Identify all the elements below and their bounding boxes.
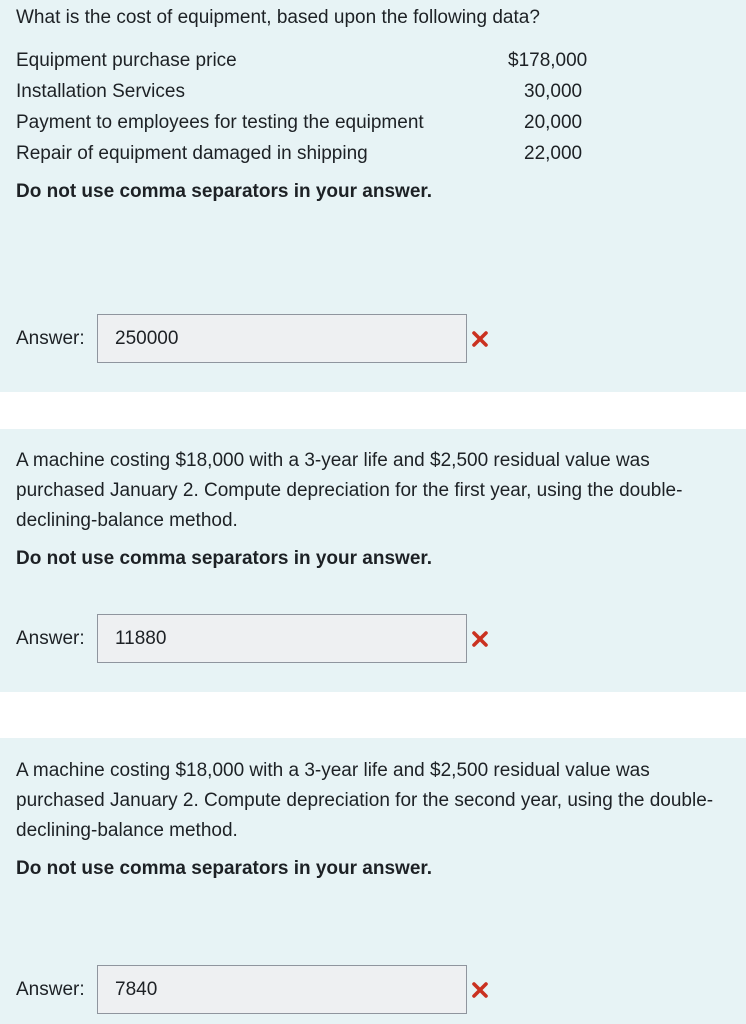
question-2 bbox=[0, 429, 746, 692]
answer-label: Answer: bbox=[16, 327, 85, 349]
table-row bbox=[16, 107, 587, 138]
question-1-answer-input[interactable] bbox=[97, 314, 467, 363]
question-1-instruction: Do not use comma separators in your answer. bbox=[16, 181, 433, 202]
question-2-prompt: A machine costing $18,000 with a 3-year life and $2,500 residual value was purchased January 2. Compute depreciation for the first year, using the double-declining-balance method. bbox=[16, 450, 683, 531]
question-2-answer-row bbox=[16, 614, 489, 663]
incorrect-icon bbox=[471, 630, 489, 648]
row-amount: $178,000 bbox=[508, 50, 588, 71]
answer-value: 7840 bbox=[115, 978, 158, 1000]
question-1-prompt: What is the cost of equipment, based upon the following data? bbox=[16, 7, 540, 28]
answer-value: 11880 bbox=[115, 627, 167, 649]
row-amount: 30,000 bbox=[524, 81, 583, 102]
incorrect-icon bbox=[471, 330, 489, 348]
table-row bbox=[16, 45, 587, 76]
row-amount: 20,000 bbox=[524, 112, 583, 133]
question-3-instruction: Do not use comma separators in your answer. bbox=[16, 858, 433, 879]
table-row bbox=[16, 138, 587, 169]
row-label: Installation Services bbox=[16, 81, 185, 102]
row-label: Payment to employees for testing the equipment bbox=[16, 112, 424, 133]
table-row bbox=[16, 76, 587, 107]
question-3-answer-input[interactable] bbox=[97, 965, 467, 1014]
question-3 bbox=[0, 738, 746, 1024]
answer-label: Answer: bbox=[16, 978, 85, 1000]
question-3-answer-row bbox=[16, 965, 489, 1014]
question-1-answer-row bbox=[16, 314, 489, 363]
question-2-answer-input[interactable] bbox=[97, 614, 467, 663]
question-3-prompt: A machine costing $18,000 with a 3-year life and $2,500 residual value was purchased January 2. Compute depreciation for the second year, using the double-declining-balance method. bbox=[16, 760, 714, 841]
incorrect-icon bbox=[471, 981, 489, 999]
question-1 bbox=[0, 0, 746, 392]
question-2-instruction: Do not use comma separators in your answer. bbox=[16, 548, 433, 569]
answer-label: Answer: bbox=[16, 627, 85, 649]
cost-data-table bbox=[16, 45, 587, 169]
row-label: Equipment purchase price bbox=[16, 50, 237, 71]
row-amount: 22,000 bbox=[524, 143, 583, 164]
row-label: Repair of equipment damaged in shipping bbox=[16, 143, 368, 164]
answer-value: 250000 bbox=[115, 327, 179, 349]
